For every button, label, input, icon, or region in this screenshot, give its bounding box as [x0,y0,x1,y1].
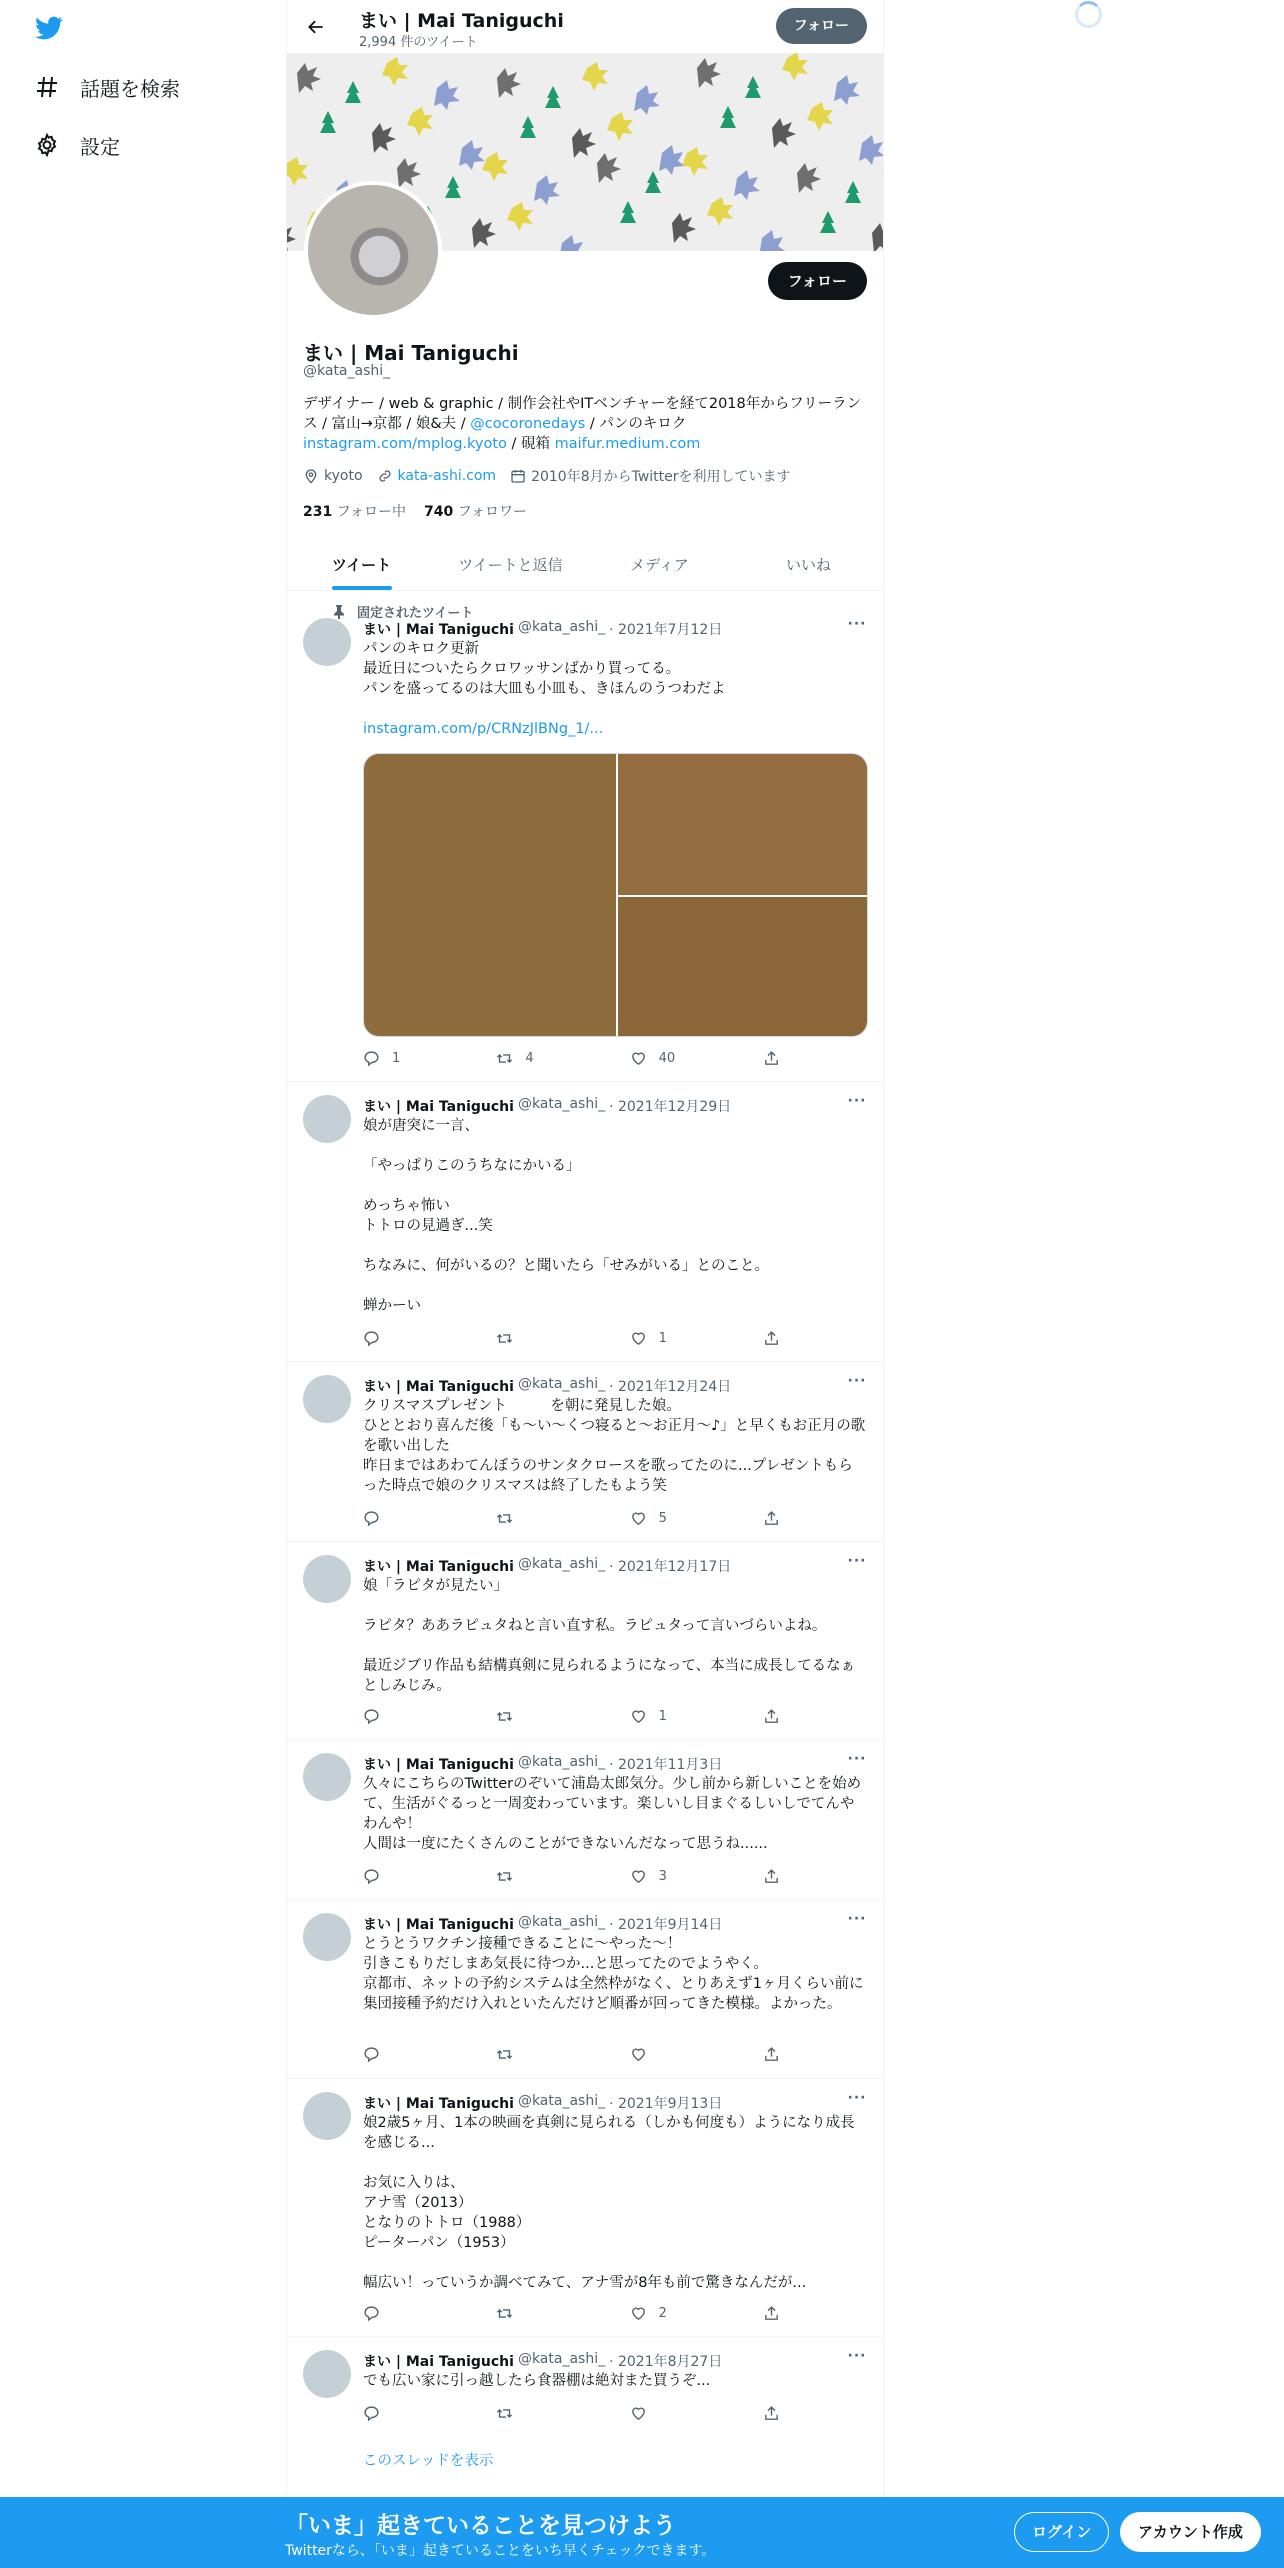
tweet-header [363,2351,722,2371]
like-button[interactable] [630,1868,730,1885]
author-handle[interactable]: @kata_ashi_ [517,1376,606,1392]
tweet-date[interactable]: · 2021年8月27日 [609,2354,723,2370]
pin-icon [333,605,345,619]
tweet-photo-1[interactable] [364,754,616,1037]
tweet-date[interactable]: · 2021年9月14日 [609,1917,723,1933]
tweet-actions [363,1510,793,1527]
like-count: 5 [658,1511,667,1526]
avatar[interactable] [303,1375,351,1423]
tweet-photo-2[interactable] [618,754,868,895]
tweet-actions [363,1330,793,1347]
tweet-text: 娘2歳5ヶ月、1本の映画を真剣に見られる（しかも何度も）ようになり成長を感じる... お気に入りは、 アナ雪（2013） となりのトトロ（1988） ピーターパン（1953） 幅広い！っていうか調べてみて、アナ雪が8年も前で驚きなんだが... [363,2115,855,2291]
reply-icon [363,1330,380,1347]
like-button[interactable] [630,1330,730,1347]
author-handle[interactable]: @kata_ashi_ [517,1914,606,1930]
author-name[interactable]: まい | Mai Taniguchi [363,1917,514,1933]
tab-media[interactable]: メディア [630,555,689,574]
share-button[interactable] [763,1330,793,1347]
calendar-icon [510,468,526,484]
share-button[interactable] [763,1510,793,1527]
tweet-text: 久々にこちらのTwitterのぞいて浦島太郎気分。少し前から新しいことを始めて、生活がぐるっと一周変わっています。楽しいし目まぐるしいしでてんやわんや！ 人間は一度にたくさんのことができないんだなって思うね...... [363,1776,862,1852]
location-pin-icon [303,468,319,484]
retweet-button[interactable] [496,1868,596,1885]
heart-icon [630,2405,647,2422]
followers-count: 740 [424,504,454,520]
heart-icon [630,2305,647,2322]
arrow-left-icon [306,17,326,37]
follow-button[interactable]: フォロー [768,262,867,300]
nav-settings-label: 設定 [80,134,120,159]
share-icon [763,1708,780,1725]
profile-tabs [287,538,883,591]
profile-meta [303,466,791,486]
pinned-label: 固定されたツイート [357,606,474,621]
author-name[interactable]: まい | Mai Taniguchi [363,1379,514,1395]
avatar[interactable] [303,1753,351,1801]
bio-text-tail: / パンのキロク [585,416,687,432]
retweet-icon [496,2405,513,2422]
retweet-button[interactable] [496,2305,596,2322]
following-label: フォロー中 [336,504,406,520]
more-options-icon[interactable]: ··· [847,1911,867,1927]
like-count: 1 [658,1331,667,1346]
retweet-count: 4 [525,1051,534,1066]
avatar[interactable] [303,1095,351,1143]
tweet-count: 2,994 件のツイート [359,35,478,50]
profile-joined [510,466,790,486]
tweet-header [363,1096,731,1116]
nav-settings[interactable] [34,125,120,165]
retweet-button[interactable] [496,2405,596,2422]
like-count: 1 [658,1709,667,1724]
tweet-text: パンのキロク更新 最近日についたらクロワッサンばかり買ってる。 パンを盛ってるのは大皿も小皿も、きほんのうつわだよ [363,641,726,697]
author-name[interactable]: まい | Mai Taniguchi [363,1099,514,1115]
reply-button[interactable] [363,1510,463,1527]
more-options-icon[interactable]: ··· [847,1751,867,1767]
tweet-date[interactable]: · 2021年12月24日 [609,1379,732,1395]
retweet-icon [496,1868,513,1885]
heart-icon [630,2046,647,2063]
bio-text-mid: / 硯箱 [506,436,555,452]
tweet-actions [363,1868,793,1885]
tweet-actions [363,2046,793,2063]
author-handle[interactable]: @kata_ashi_ [517,2351,606,2367]
profile-header-bar [287,0,883,53]
retweet-button[interactable] [496,1050,596,1067]
twitter-bird-icon[interactable] [34,14,64,42]
share-icon [763,1510,780,1527]
reply-button[interactable] [363,1330,463,1347]
header-follow-button[interactable]: フォロー [776,8,867,44]
share-button[interactable] [763,2305,793,2322]
reply-icon [363,1708,380,1725]
like-count: 40 [658,1051,676,1066]
more-options-icon[interactable]: ··· [847,1373,867,1389]
author-handle[interactable]: @kata_ashi_ [517,1754,606,1770]
heart-icon [630,1050,647,1067]
heart-icon [630,1510,647,1527]
signup-banner-subtitle: Twitterなら、「いま」起きていることをいち早くチェックできます。 [285,2543,716,2559]
retweet-icon [496,2305,513,2322]
avatar[interactable] [303,1555,351,1603]
reply-button[interactable] [363,2046,463,2063]
profile-column [286,0,884,2568]
share-icon [763,1330,780,1347]
more-options-icon[interactable]: ··· [847,1553,867,1569]
share-button[interactable] [763,2046,793,2063]
tweet-date[interactable]: · 2021年12月17日 [609,1559,732,1575]
profile-location [303,468,363,484]
share-icon [763,1868,780,1885]
avatar[interactable] [303,2350,351,2398]
following-stat[interactable] [303,501,406,521]
like-button[interactable] [630,1708,730,1725]
tweet-text: でも広い家に引っ越したら食器棚は絶対また買うぞ... [363,2373,711,2389]
like-count: 2 [658,2306,667,2321]
tweet[interactable] [287,1900,883,2079]
author-handle[interactable]: @kata_ashi_ [517,1096,606,1112]
retweet-icon [496,1708,513,1725]
avatar[interactable] [303,2092,351,2140]
heart-icon [630,1868,647,1885]
share-button[interactable] [763,1050,793,1067]
joined-text: 2010年8月からTwitterを利用しています [531,469,791,485]
retweet-icon [496,1050,513,1067]
left-nav [0,0,286,2568]
hashtag-icon [34,74,60,100]
tweet-photo-3[interactable] [618,897,868,1037]
retweet-button[interactable] [496,1330,596,1347]
author-name[interactable]: まい | Mai Taniguchi [363,622,514,638]
retweet-button[interactable] [496,1708,596,1725]
tweet[interactable] [287,1362,883,1542]
bio-text: デザイナー / web & graphic / 制作会社やITベンチャーを経て2018年からフリーランス / 富山→京都 / 娘&夫 / [303,396,862,432]
tweet-actions [363,1708,793,1725]
followers-label: フォロワー [457,504,527,520]
like-button[interactable] [630,1050,730,1067]
tweet-pinned[interactable] [287,591,883,1082]
tweet-header [363,1914,722,1934]
tweet-text: クリスマスプレゼント を朝に発見した娘。 ひととおり喜んだ後「も〜い〜くつ寝ると〜お正月〜♪」と早くもお正月の歌を歌い出した 昨日まではあわてんぼうのサンタクロースを歌ってたのに...プレゼントもらった時点で娘のクリスマスは終了したもよう笑 [363,1398,866,1494]
tweet[interactable] [287,1082,883,1362]
location-text: kyoto [324,468,363,484]
author-name[interactable]: まい | Mai Taniguchi [363,2354,514,2370]
tweet-text: 娘「ラピタが見たい」 ラピタ？ああラピュタねと言い直す私。ラピュタって言いづらいよね。 最近ジブリ作品も結構真剣に見られるようになって、本当に成長してるなぁとしみじみ。 [363,1578,856,1694]
reply-icon [363,1868,380,1885]
reply-icon [363,1050,380,1067]
heart-icon [630,1708,647,1725]
reply-icon [363,2305,380,2322]
reply-button[interactable] [363,1050,463,1067]
tweet[interactable] [287,2337,883,2497]
login-button[interactable]: ログイン [1014,2512,1109,2552]
show-thread-link[interactable]: このスレッドを表示 [363,2453,494,2469]
follow-stats [303,501,527,521]
retweet-button[interactable] [496,1510,596,1527]
tweet[interactable] [287,2079,883,2337]
reply-icon [363,2405,380,2422]
tab-tweets-replies[interactable]: ツイートと返信 [458,555,563,574]
retweet-button[interactable] [496,2046,596,2063]
back-button[interactable] [299,10,333,44]
tweet-text: とうとうワクチン接種できることに〜やった〜！ 引きこもりだしまあ気長に待つか...と思ってたのでようやく。 京都市、ネットの予約システムは全然枠がなく、とりあえず1ヶ月くらい前に集団接種予約だけ入れといたんだけど順番が回ってきた模様。よかった。 [363,1936,864,2012]
reply-icon [363,1510,380,1527]
profile-avatar[interactable] [304,181,442,319]
avatar[interactable] [303,1913,351,1961]
website-link[interactable]: kata-ashi.com [397,468,497,484]
tweet-header [363,2093,722,2113]
like-count: 3 [658,1869,667,1884]
nav-explore-label: 話題を検索 [80,76,180,101]
tweet-date[interactable]: · 2021年9月13日 [609,2096,723,2112]
tweet-header [363,619,722,639]
tweet-text: 娘が唐突に一言、 「やっぱりこのうちなにかいる」 めっちゃ怖い トトロの見過ぎ...笑 ちなみに、何がいるの？と聞いたら「せみがいる」とのこと。 蝉かーい [363,1118,769,1314]
share-icon [763,2046,780,2063]
author-name[interactable]: まい | Mai Taniguchi [363,2096,514,2112]
tweet-header [363,1556,731,1576]
profile-website [377,468,497,484]
more-options-icon[interactable]: ··· [847,616,867,632]
signup-banner [0,2497,1284,2568]
heart-icon [630,1330,647,1347]
author-name[interactable]: まい | Mai Taniguchi [363,1559,514,1575]
signup-button[interactable]: アカウント作成 [1120,2512,1261,2552]
reply-button[interactable] [363,1868,463,1885]
more-options-icon[interactable]: ··· [847,2348,867,2364]
tweet-actions [363,1050,793,1067]
tweet-header [363,1754,722,1774]
tweet-actions [363,2305,793,2322]
gear-icon [34,132,60,158]
reply-count: 1 [392,1051,401,1066]
bio-instagram-link[interactable]: instagram.com/mplog.kyoto [303,436,507,452]
retweet-icon [496,1330,513,1347]
share-button[interactable] [763,1868,793,1885]
like-button[interactable] [630,2046,730,2063]
header-name: まい | Mai Taniguchi [359,10,564,32]
retweet-icon [496,1510,513,1527]
reply-button[interactable] [363,2305,463,2322]
profile-handle: @kata_ashi_ [303,363,391,379]
more-options-icon[interactable]: ··· [847,2090,867,2106]
author-handle[interactable]: @kata_ashi_ [517,619,606,635]
share-button[interactable] [763,2405,793,2422]
retweet-icon [496,2046,513,2063]
tweet-media-grid[interactable] [363,753,868,1037]
like-button[interactable] [630,2305,730,2322]
reply-button[interactable] [363,1708,463,1725]
tweet-header [363,1376,731,1396]
tweet[interactable] [287,1740,883,1900]
signup-banner-title: 「いま」起きていることを見つけよう [285,2513,676,2539]
following-count: 231 [303,504,333,520]
tweet-date[interactable]: · 2021年7月12日 [609,622,723,638]
tab-tweets[interactable]: ツイート [287,538,436,590]
loading-spinner-icon [1075,1,1102,28]
nav-explore[interactable] [34,67,180,107]
bio-mention-link[interactable]: @cocoronedays [470,416,586,432]
followers-stat[interactable] [424,501,527,521]
author-handle[interactable]: @kata_ashi_ [517,2093,606,2109]
bio-medium-link[interactable]: maifur.medium.com [554,436,701,452]
tweet[interactable] [287,1542,883,1740]
share-icon [763,2405,780,2422]
share-button[interactable] [763,1708,793,1725]
like-button[interactable] [630,1510,730,1527]
profile-bio [303,394,869,454]
more-options-icon[interactable]: ··· [847,1093,867,1109]
like-button[interactable] [630,2405,730,2422]
tweet-date[interactable]: · 2021年12月29日 [609,1099,732,1115]
avatar[interactable] [303,618,351,666]
tab-likes[interactable]: いいね [785,555,831,574]
profile-name: まい | Mai Taniguchi [303,341,519,365]
author-name[interactable]: まい | Mai Taniguchi [363,1757,514,1773]
reply-button[interactable] [363,2405,463,2422]
share-icon [763,1050,780,1067]
tweet-link[interactable]: instagram.com/p/CRNzJlBNg_1/... [363,721,604,737]
reply-icon [363,2046,380,2063]
author-handle[interactable]: @kata_ashi_ [517,1556,606,1572]
link-icon [377,468,393,484]
tweet-actions [363,2405,793,2422]
share-icon [763,2305,780,2322]
tweet-date[interactable]: · 2021年11月3日 [609,1757,723,1773]
